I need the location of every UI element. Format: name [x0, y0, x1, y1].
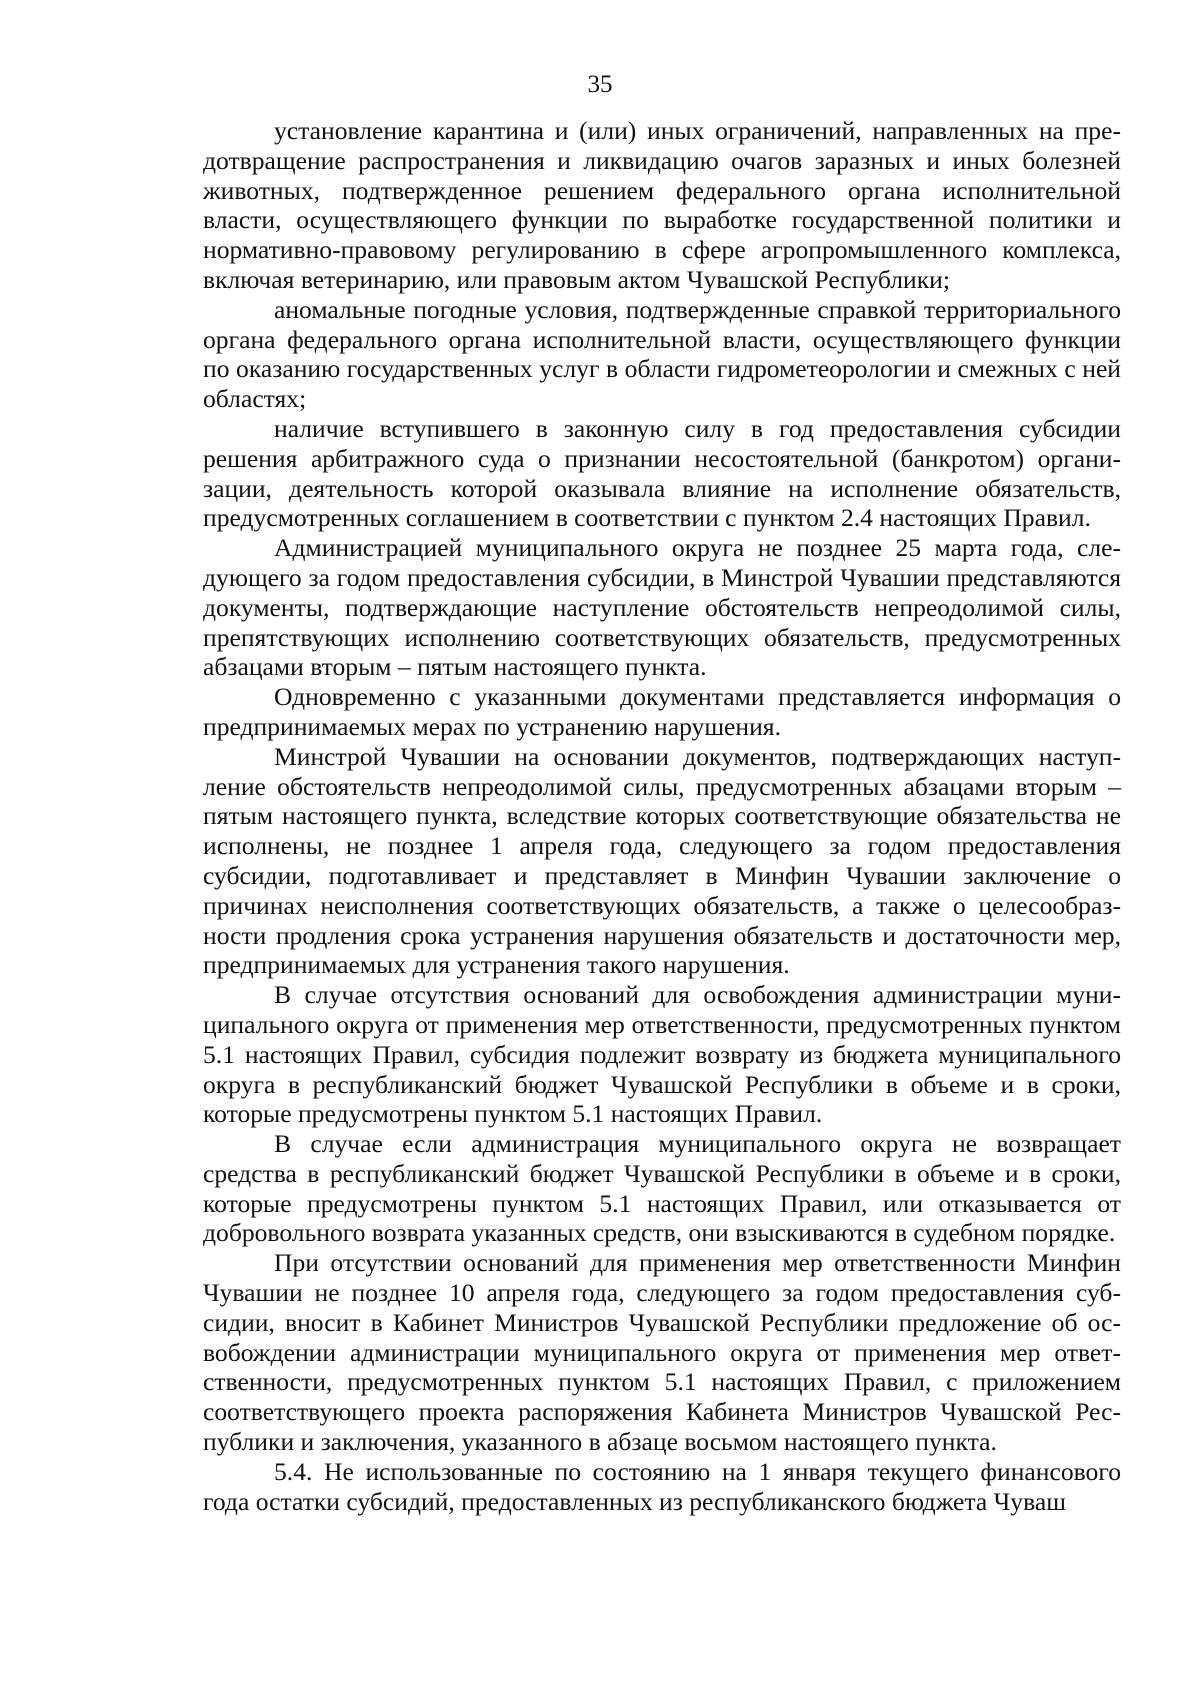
paragraph-unused-balances: 5.4. Не использованные по состоянию на 1 января текущего финансового года остатки субсидий, предоставленных из республиканского бюджета Чуваш [203, 1456, 1121, 1516]
paragraph-quarantine: установление карантина и (или) иных ограничений, направленных на предотвращение распространения и ликвидацию очагов заразных и иных болезней животных, подтвержденное решением федерального органа исполнительной власти, осуществляющего функции по выработке государственной политики и нормативно-правовому регулированию в сфере агропромышленного комплекса, включая ветеринарию, или правовым актом Чувашской Республики; [203, 116, 1121, 294]
document-body [203, 116, 1121, 1516]
paragraph-court-recovery: В случае если администрация муниципального округа не возвращает средства в республиканский бюджет Чувашской Республики в объеме и в сроки, которые предусмотрены пунктом 5.1 настоящих Правил, или отказывается от добровольного возврата указанных средств, они взыскиваются в судебном порядке. [203, 1129, 1121, 1248]
paragraph-weather: аномальные погодные условия, подтвержденные справкой территориального органа федерального органа исполнительной власти, осуществляющего функции по оказанию государственных услуг в области гидрометеорологии и смежных с ней областях; [203, 294, 1121, 414]
paragraph-minfin-proposal: При отсутствии оснований для применения мер ответственности Минфин Чувашии не позднее 10 апреля года, следующего за годом предоставления субсидии, вносит в Кабинет Министров Чувашской Республики предложение об освобождении администрации муниципального округа от применения мер ответственности, предусмотренных пунктом 5.1 настоящих Правил, с приложением соответствующего проекта распоряжения Кабинета Министров Чувашской Республики и заключения, указанного в абзаце восьмом настоящего пункта. [203, 1248, 1121, 1457]
paragraph-subsidy-return: В случае отсутствия оснований для освобождения администрации муниципального округа от применения мер ответственности, предусмотренных пунктом 5.1 настоящих Правил, субсидия подлежит возврату из бюджета муниципального округа в республиканский бюджет Чувашской Республики в объеме и в сроки, которые предусмотрены пунктом 5.1 настоящих Правил. [203, 980, 1121, 1129]
paragraph-bankruptcy: наличие вступившего в законную силу в год предоставления субсидии решения арбитражного суда о признании несостоятельной (банкротом) организации, деятельность которой оказывала влияние на исполнение обязательств, предусмотренных соглашением в соответствии с пунктом 2.4 настоящих Правил. [203, 413, 1121, 533]
paragraph-measures-info: Одновременно с указанными документами представляется информация о предпринимаемых мерах по устранению нарушения. [203, 682, 1121, 741]
paragraph-minstroy-conclusion: Минстрой Чувашии на основании документов, подтверждающих наступление обстоятельств непреодолимой силы, предусмотренных абзацами вторым – пятым настоящего пункта, вследствие которых соответствующие обязательства не исполнены, не позднее 1 апреля года, следующего за годом предоставления субсидии, подготавливает и представляет в Минфин Чувашии заключение о причинах неисполнения соответствующих обязательств, а также о целесообразности продления срока устранения нарушения обязательств и достаточности мер, предпринимаемых для устранения такого нарушения. [203, 741, 1121, 980]
paragraph-documents-deadline: Администрацией муниципального округа не позднее 25 марта года, следующего за годом предоставления субсидии, в Минстрой Чувашии представляются документы, подтверждающие наступление обстоятельств непреодолимой силы, препятствующих исполнению соответствующих обязательств, предусмотренных абзацами вторым – пятым настоящего пункта. [203, 533, 1121, 682]
page-number: 35 [587, 71, 613, 98]
